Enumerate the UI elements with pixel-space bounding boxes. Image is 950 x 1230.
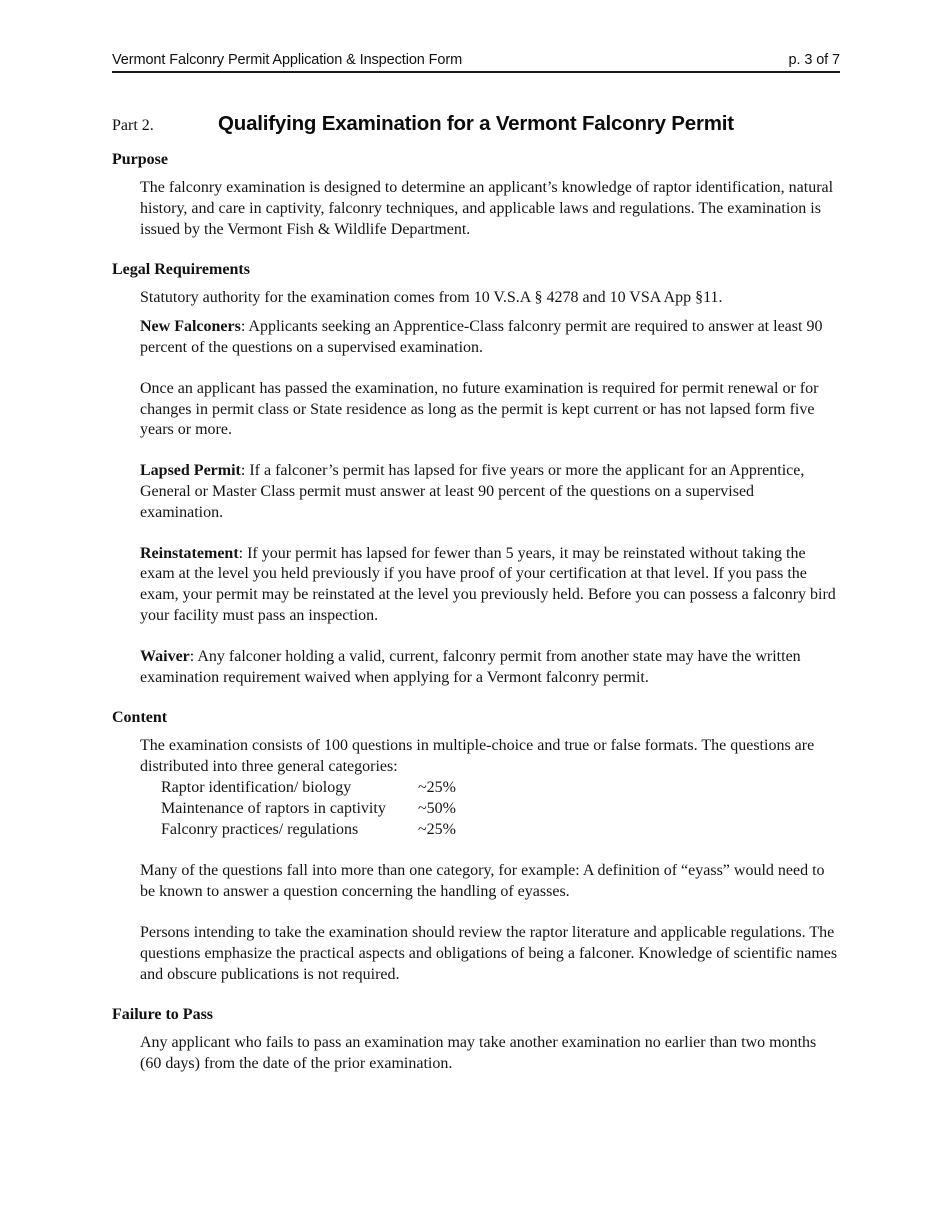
category-row: [161, 799, 840, 820]
paragraph-lead: New Falconers: [140, 318, 241, 336]
section-content: [112, 708, 840, 985]
paragraph: Once an applicant has passed the examination, no future examination is required for permit renewal or for changes in permit class or State residence as long as the permit is kept current or has not lapsed form five years or more.: [140, 379, 819, 439]
category-row: [161, 820, 840, 841]
paragraph: [140, 544, 838, 627]
section-heading: Failure to Pass: [112, 1006, 214, 1024]
part-label: Part 2.: [112, 117, 154, 134]
category-list: [161, 778, 840, 840]
paragraph: Persons intending to take the examination should review the raptor literature and applicable regulations. The questions emphasize the practical aspects and obligations of being a falconer. Knowledge of scientific names and obscure publications is not required.: [140, 923, 838, 983]
paragraph: Statutory authority for the examination comes from 10 V.S.A § 4278 and 10 VSA App §11.: [140, 289, 723, 307]
category-value: ~50%: [418, 799, 456, 817]
paragraph-lead: Reinstatement: [140, 544, 239, 562]
paragraph: [140, 647, 838, 689]
paragraph: [140, 317, 838, 359]
section-heading: Legal Requirements: [112, 261, 250, 279]
section-heading: Purpose: [112, 151, 168, 168]
title-row: [112, 111, 840, 136]
paragraph-lead: Lapsed Permit: [140, 462, 241, 480]
running-header: [112, 52, 840, 73]
category-value: ~25%: [418, 820, 456, 838]
section-purpose: [112, 150, 840, 240]
page-title: Qualifying Examination for a Vermont Falconry Permit: [218, 112, 734, 135]
paragraph-lead: Waiver: [140, 647, 190, 665]
category-label: Maintenance of raptors in captivity: [161, 799, 386, 817]
paragraph-text: : Applicants seeking an Apprentice-Class falconry permit are required to answer at least 90 percent of the questions on a supervised examination.: [140, 318, 823, 356]
category-label: Falconry practices/ regulations: [161, 820, 359, 838]
paragraph: The falconry examination is designed to determine an applicant’s knowledge of raptor identification, natural history, and care in captivity, falconry techniques, and applicable laws and regulations. The examination is issued by the Vermont Fish & Wildlife Department.: [140, 179, 834, 238]
page-number: p. 3 of 7: [788, 52, 840, 68]
section-legal-requirements: [112, 260, 840, 688]
category-label: Raptor identification/ biology: [161, 778, 352, 796]
paragraph: Many of the questions fall into more than one category, for example: A definition of “eyass” would need to be known to answer a question concerning the handling of eyasses.: [140, 862, 825, 901]
paragraph-text: : If a falconer’s permit has lapsed for five years or more the applicant for an Apprentice, General or Master Class permit must answer at least 90 percent of the questions on a supervised examination.: [140, 462, 805, 521]
paragraph: Any applicant who fails to pass an examination may take another examination no earlier than two months (60 days) from the date of the prior examination.: [140, 1034, 817, 1073]
section-failure-to-pass: [112, 1005, 840, 1075]
paragraph: [140, 461, 838, 523]
category-row: [161, 778, 840, 799]
form-title: Vermont Falconry Permit Application & Inspection Form: [112, 52, 463, 68]
paragraph: The examination consists of 100 questions in multiple-choice and true or false formats. The questions are distributed into three general categories:: [140, 737, 815, 776]
category-value: ~25%: [418, 778, 456, 796]
paragraph-text: : If your permit has lapsed for fewer than 5 years, it may be reinstated without taking the exam at the level you held previously if you have proof of your certification at that level. If you pass the exam, your permit may be reinstated at the level you previously held. Before you can possess a falconry bird your facility must pass an inspection.: [140, 544, 836, 624]
paragraph-text: : Any falconer holding a valid, current, falconry permit from another state may have the written examination requirement waived when applying for a Vermont falconry permit.: [140, 647, 801, 686]
section-heading: Content: [112, 709, 168, 727]
